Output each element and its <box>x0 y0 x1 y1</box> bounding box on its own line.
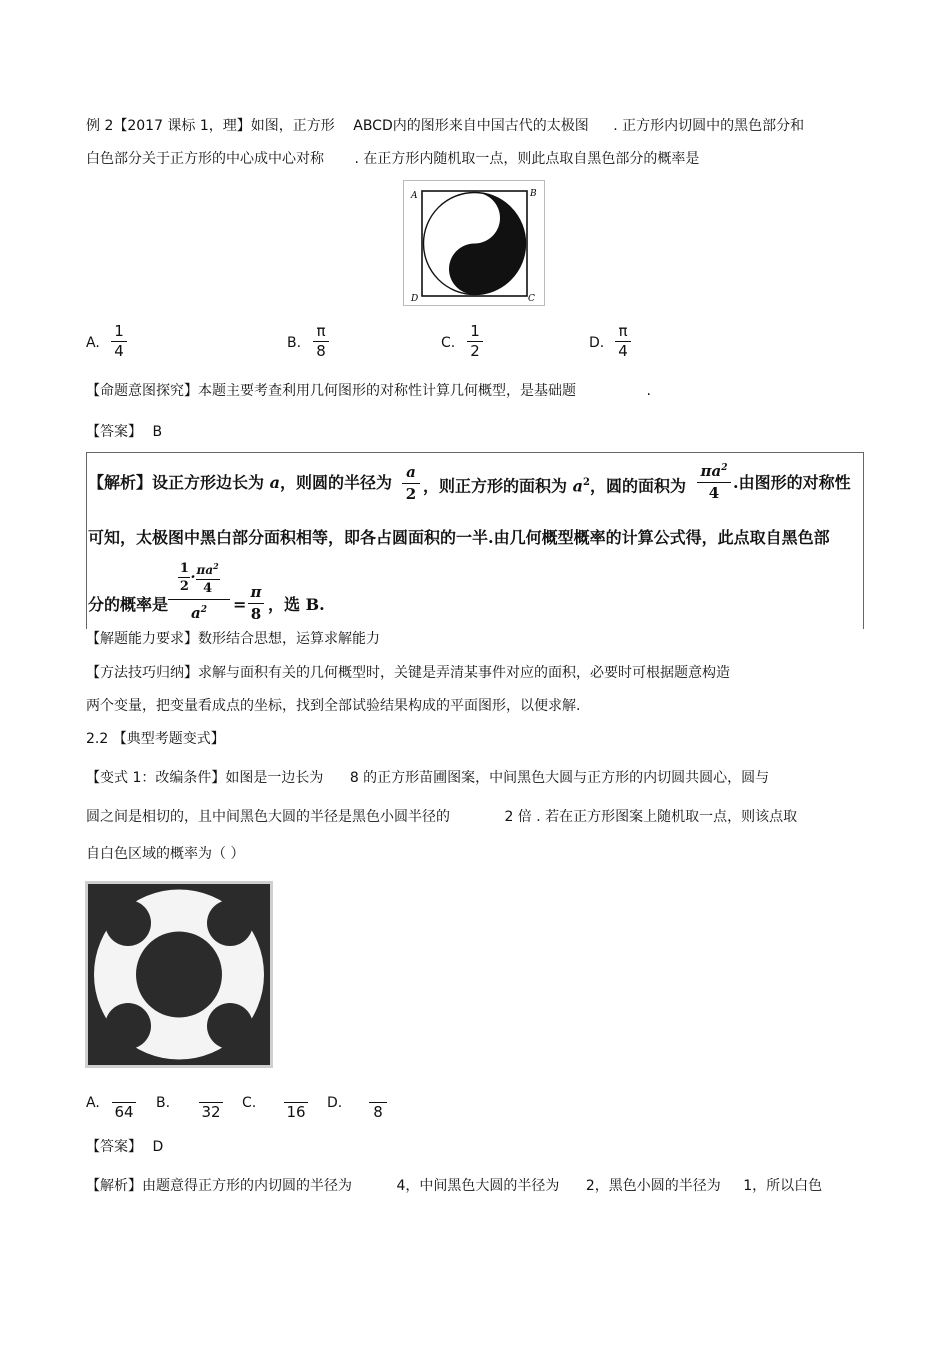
variant-line3: 自白色区域的概率为（ ） <box>86 846 245 862</box>
analysis-line <box>86 1177 822 1195</box>
vertex-label-a: A <box>411 191 418 201</box>
section-heading: 2.2 【典型考题变式】 <box>86 731 225 747</box>
taiji-black-dot <box>470 264 480 274</box>
variant-line1 <box>86 769 769 787</box>
intent-line <box>86 382 651 400</box>
analysis-small-radius: 2，黑色小圆的半径为 <box>585 1178 721 1194</box>
option-b-den: 8 <box>316 342 326 360</box>
inner-area-exp: 2 <box>213 561 219 571</box>
option-a-den: 4 <box>114 342 124 360</box>
solution-line3-start: 分的概率是 <box>88 595 169 614</box>
solution-line1-b <box>423 473 686 496</box>
solution-line1-end: .由图形的对称性 <box>733 473 851 492</box>
option-b-fraction <box>313 323 329 360</box>
taiji-white-dot <box>470 213 480 223</box>
solution-intro: 【解析】设正方形边长为 <box>88 473 265 492</box>
answer2-value: D <box>152 1139 164 1155</box>
variant-line2 <box>86 808 797 826</box>
square-name: ABCD <box>353 118 393 134</box>
square-area-exp: 2 <box>582 477 590 488</box>
inner-half-num: 1 <box>179 561 189 576</box>
circle-area-fraction <box>697 460 731 502</box>
result-num: π <box>250 583 262 601</box>
variant-pattern-text: 8 的正方形苗圃图案，中间黑色大圆与正方形的内切圆共圆心，圆与 <box>349 770 770 786</box>
variant-option-a-den: 64 <box>114 1103 134 1121</box>
variant-option-a-letter: A. <box>86 1095 100 1111</box>
pattern-small-circle-tl <box>105 900 151 946</box>
option-c-den: 2 <box>470 342 480 360</box>
option-c-letter: C. <box>441 335 456 351</box>
variant-option-c-den: 16 <box>286 1103 306 1121</box>
circle-area-text: ，圆的面积为 <box>589 476 686 496</box>
variant-option-b-letter: B. <box>156 1095 171 1111</box>
answer2-label: 【答案】 <box>86 1139 142 1155</box>
option-d-letter: D. <box>589 335 605 351</box>
square-area-text: ，则正方形的面积为 <box>423 476 568 496</box>
radius-num: a <box>406 463 416 481</box>
solution-radius-text: ，则圆的半径为 <box>279 473 392 492</box>
option-b-letter: B. <box>287 335 302 351</box>
option-b-num: π <box>316 322 326 340</box>
example2-line1 <box>86 117 804 135</box>
variant-tangent-text: 圆之间是相切的，且中间黑色大圆的半径是黑色小圆半径的 <box>86 809 450 825</box>
variant-option-d-fraction <box>369 1094 387 1121</box>
option-d-den: 4 <box>618 342 628 360</box>
answer1 <box>86 423 162 441</box>
example2-symmetry-text: 白色部分关于正方形的中心成中心对称 <box>86 151 324 167</box>
solution-line1 <box>88 473 392 493</box>
radius-den: 2 <box>405 485 417 503</box>
square-area-var: a <box>572 476 583 496</box>
vertex-label-c: C <box>528 294 535 304</box>
variant-option-a-fraction <box>112 1094 136 1121</box>
option-a-num: 1 <box>114 322 124 340</box>
example2-incircle-text: . 正方形内切圆中的黑色部分和 <box>613 118 805 134</box>
variant-intro: 【变式 1：改编条件】如图是一边长为 <box>86 770 324 786</box>
result-den: 8 <box>250 605 262 623</box>
result-fraction <box>248 584 264 623</box>
answer1-label: 【答案】 <box>86 424 142 440</box>
analysis-big-radius: 4，中间黑色大圆的半径为 <box>396 1178 560 1194</box>
variant-option-d-den: 8 <box>373 1103 383 1121</box>
example2-question: . 在正方形内随机取一点，则此点取自黑色部分的概率是 <box>354 151 700 167</box>
variant-option-c-letter: C. <box>242 1095 257 1111</box>
answer2 <box>86 1138 163 1156</box>
nursery-pattern-figure <box>85 881 273 1068</box>
solution-line2: 可知，太极图中黑白部分面积相等，即各占圆面积的一半.由几何概型概率的计算公式得，此点取自黑色部 <box>88 528 830 547</box>
option-c-num: 1 <box>470 322 480 340</box>
answer1-value: B <box>152 424 163 440</box>
solution-choice: ，选 B. <box>268 595 325 614</box>
circle-area-num: πa <box>700 462 722 480</box>
intent-end: . <box>646 383 651 399</box>
inner-area-den: 4 <box>203 581 213 596</box>
circle-area-den: 4 <box>708 484 720 502</box>
option-c-fraction <box>467 323 483 360</box>
pattern-small-circle-bl <box>105 1003 151 1049</box>
equals-sign: = <box>233 595 247 614</box>
inner-half-den: 2 <box>179 579 189 594</box>
example2-intro: 例 2【2017 课标 1，理】如图，正方形 <box>86 118 335 134</box>
option-d-num: π <box>618 322 628 340</box>
mult-dot: · <box>190 568 196 586</box>
variant-option-b-den: 32 <box>201 1103 221 1121</box>
probability-fraction <box>168 558 230 622</box>
vertex-label-d: D <box>411 294 419 304</box>
ability-line: 【解题能力要求】数形结合思想，运算求解能力 <box>86 631 380 647</box>
option-a-fraction <box>111 323 127 360</box>
method-line2: 两个变量，把变量看成点的坐标，找到全部试验结果构成的平面图形，以便求解. <box>86 698 581 714</box>
vertex-label-b: B <box>530 189 537 199</box>
option-d-fraction <box>615 323 631 360</box>
variant-option-d-letter: D. <box>327 1095 343 1111</box>
inner-area-fraction <box>196 558 220 597</box>
pattern-big-circle <box>136 932 222 1018</box>
pattern-small-circle-tr <box>207 900 253 946</box>
variant-option-b-fraction <box>199 1094 223 1121</box>
option-a-letter: A. <box>86 335 100 351</box>
taiji-figure <box>403 180 545 306</box>
method-line1: 【方法技巧归纳】求解与面积有关的几何概型时，关键是弄清某事件对应的面积，必要时可根据题意构造 <box>86 665 730 681</box>
inner-half-fraction <box>178 560 190 595</box>
intent-text: 【命题意图探究】本题主要考查利用几何图形的对称性计算几何概型，是基础题 <box>86 383 576 399</box>
pattern-small-circle-br <box>207 1003 253 1049</box>
probability-den: a <box>191 604 201 622</box>
inner-area-num: πa <box>196 563 214 577</box>
analysis-white-text: 1，所以白色 <box>743 1178 823 1194</box>
example2-line2 <box>86 150 699 168</box>
probability-den-exp: 2 <box>200 605 207 615</box>
analysis-incircle-radius: 【解析】由题意得正方形的内切圆的半径为 <box>86 1178 352 1194</box>
radius-fraction <box>402 464 420 503</box>
circle-area-exp: 2 <box>721 463 728 473</box>
example2-figure-source: 内的图形来自中国古代的太极图 <box>392 118 589 134</box>
side-length-var: a <box>269 473 280 492</box>
variant-option-c-fraction <box>284 1094 308 1121</box>
variant-ratio-text: 2 倍 . 若在正方形图案上随机取一点，则该点取 <box>504 809 798 825</box>
